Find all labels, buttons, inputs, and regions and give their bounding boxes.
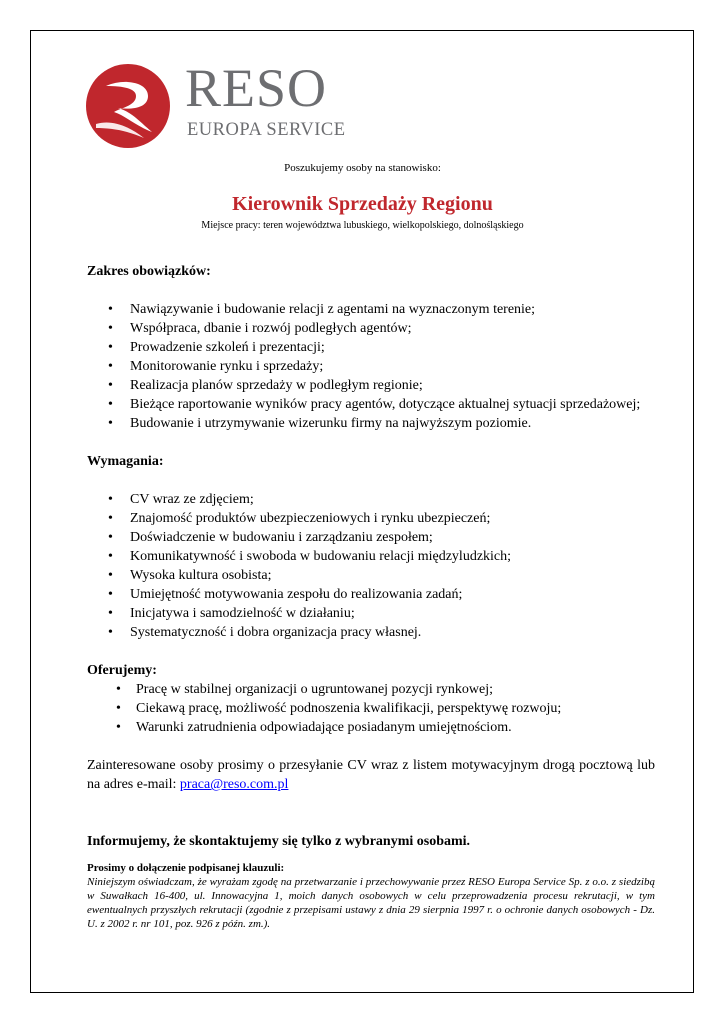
bullet-icon: • <box>116 682 121 697</box>
bullet-icon: • <box>108 625 113 640</box>
intro-line: Poszukujemy osoby na stanowisko: <box>284 162 441 174</box>
list-item: • Współpraca, dbanie i rozwój podległych agentów; <box>108 321 412 336</box>
logo-wordmark: RESO <box>185 58 328 118</box>
list-item: • Monitorowanie rynku i sprzedaży; <box>108 359 324 374</box>
logo-subtitle: EUROPA SERVICE <box>187 120 346 140</box>
list-item: • Realizacja planów sprzedaży w podległym regionie; <box>108 378 423 393</box>
requirements-list <box>87 490 655 642</box>
list-item: • CV wraz ze zdjęciem; <box>108 492 254 507</box>
list-item: • Znajomość produktów ubezpieczeniowych i rynku ubezpieczeń; <box>108 511 491 526</box>
bullet-icon: • <box>108 397 113 412</box>
job-title: Kierownik Sprzedaży Regionu <box>232 193 493 215</box>
list-item: • Budowanie i utrzymywanie wizerunku firmy na najwyższym poziomie. <box>108 416 532 431</box>
list-item: • Warunki zatrudnienia odpowiadające posiadanym umiejętnościom. <box>116 720 512 735</box>
list-item: • Umiejętność motywowania zespołu do realizowania zadań; <box>108 587 463 602</box>
duties-list <box>87 300 655 433</box>
bullet-icon: • <box>108 321 113 336</box>
list-item: • Bieżące raportowanie wyników pracy agentów, dotyczące aktualnej sytuacji sprzedażowej; <box>108 397 641 412</box>
bullet-icon: • <box>116 720 121 735</box>
email-link[interactable]: praca@reso.com.pl <box>179 777 289 792</box>
list-item: • Nawiązywanie i budowanie relacji z agentami na wyznaczonym terenie; <box>108 302 536 317</box>
list-item: • Wysoka kultura osobista; <box>108 568 272 583</box>
list-item: • Ciekawą pracę, możliwość podnoszenia kwalifikacji, perspektywę rozwoju; <box>116 701 562 716</box>
offer-list <box>87 680 655 737</box>
offer-heading: Oferujemy: <box>87 663 157 678</box>
bullet-icon: • <box>116 701 121 716</box>
bullet-icon: • <box>108 359 113 374</box>
list-item: • Komunikatywność i swoboda w budowaniu relacji międzyludzkich; <box>108 549 512 564</box>
work-location: Miejsce pracy: teren województwa lubuskiego, wielkopolskiego, dolnośląskiego <box>201 220 524 231</box>
clause-heading: Prosimy o dołączenie podpisanej klauzuli: <box>87 862 285 874</box>
bullet-icon: • <box>108 492 113 507</box>
duties-heading: Zakres obowiązków: <box>87 264 211 279</box>
list-item: • Inicjatywa i samodzielność w działaniu; <box>108 606 355 621</box>
contact-paragraph: Zainteresowane osoby prosimy o przesyłanie CV wraz z listem motywacyjnym drogą pocztową lub na adres e-mail: praca@reso.com.pl <box>87 758 655 792</box>
bullet-icon: • <box>108 587 113 602</box>
logo-emblem-icon <box>86 64 170 148</box>
bullet-icon: • <box>108 568 113 583</box>
bullet-icon: • <box>108 530 113 545</box>
list-item: • Prowadzenie szkoleń i prezentacji; <box>108 340 325 355</box>
bullet-icon: • <box>108 302 113 317</box>
requirements-heading: Wymagania: <box>87 454 164 469</box>
list-item: • Doświadczenie w budowaniu i zarządzaniu zespołem; <box>108 530 433 545</box>
bullet-icon: • <box>108 416 113 431</box>
bullet-icon: • <box>108 606 113 621</box>
bullet-icon: • <box>108 378 113 393</box>
company-logo <box>86 58 346 146</box>
offer-body <box>87 262 655 931</box>
list-item: • Pracę w stabilnej organizacji o ugruntowanej pozycji rynkowej; <box>116 682 494 697</box>
bullet-icon: • <box>108 340 113 355</box>
bullet-icon: • <box>108 511 113 526</box>
list-item: • Systematyczność i dobra organizacja pracy własnej. <box>108 625 422 640</box>
notice-text: Informujemy, że skontaktujemy się tylko z wybranymi osobami. <box>87 834 471 849</box>
bullet-icon: • <box>108 549 113 564</box>
clause-text: Niniejszym oświadczam, że wyrażam zgodę na przetwarzanie i przechowywanie przez RESO Europa Service Sp. z o.o. z siedzibą w Suwałkach 16-400, ul. Innowacyjna 1, moich danych osobowych w celu przeprowadzenia procesu rekrutacji, w tym ewentualnych przyszłych rekrutacji (zgodnie z przepisami ustawy z dnia 29 sierpnia 1997 r. o ochronie danych osobowych - Dz. U. z 2002 r. nr 101, poz. 926 z późn. zm.). <box>87 876 655 930</box>
